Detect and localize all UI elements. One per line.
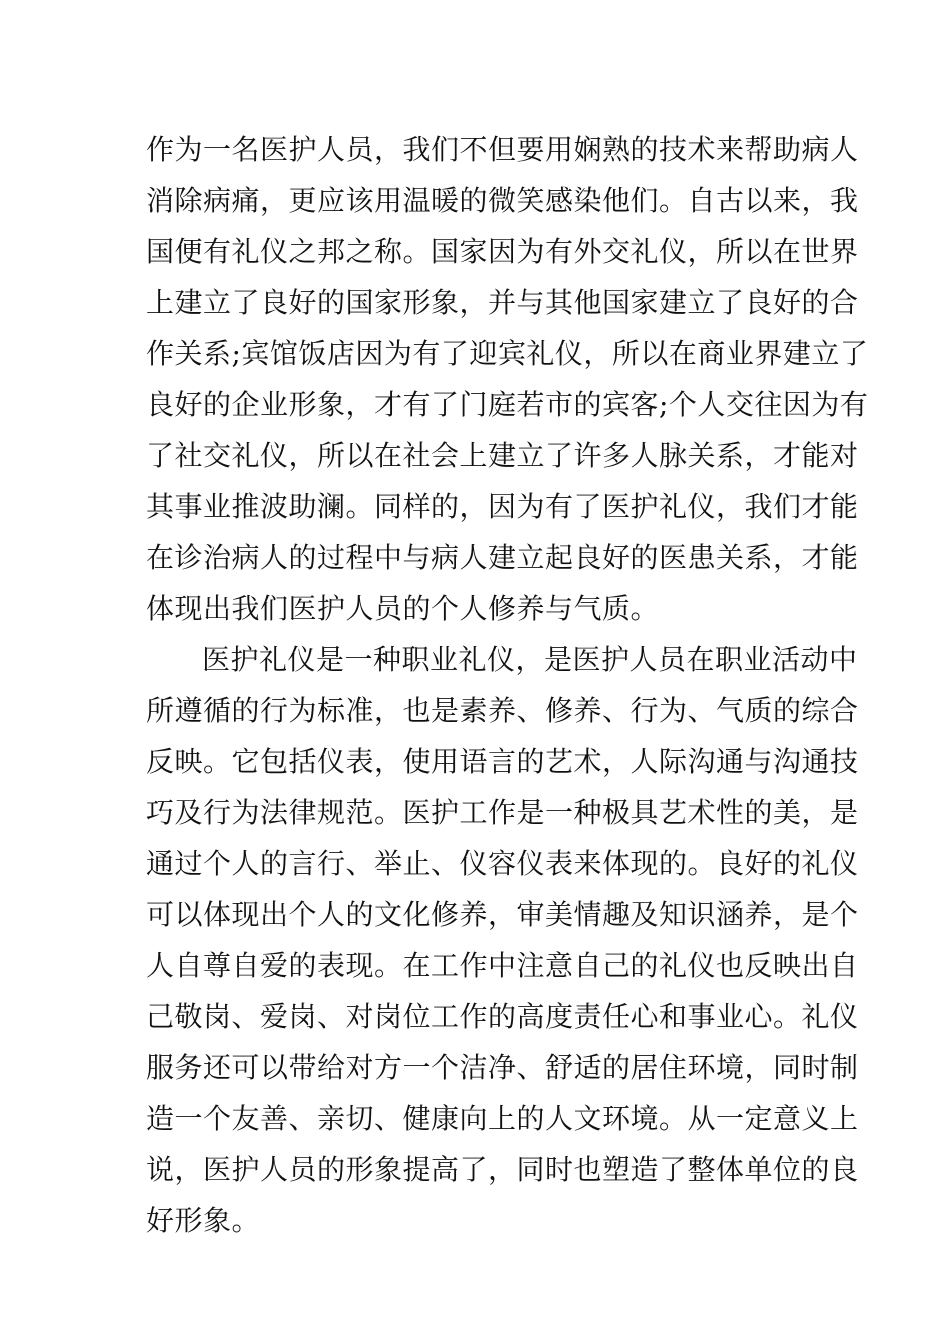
document-body <box>146 124 869 1246</box>
text-line: 所遵循的行为标准，也是素养、修养、行为、气质的综合 <box>146 694 859 727</box>
text-line: 服务还可以带给对方一个洁净、舒适的居住环境，同时制 <box>146 1051 859 1084</box>
text-line: 作为一名医护人员，我们不但要用娴熟的技术来帮助病人 <box>146 133 859 166</box>
text-line: 通过个人的言行、举止、仪容仪表来体现的。良好的礼仪 <box>146 847 859 880</box>
text-line: 体现出我们医护人员的个人修养与气质。 <box>146 592 660 625</box>
text-line: 好形象。 <box>146 1204 261 1237</box>
text-line: 可以体现出个人的文化修养，审美情趣及知识涵养，是个 <box>146 898 859 931</box>
text-line: 反映。它包括仪表，使用语言的艺术，人际沟通与沟通技 <box>146 745 859 778</box>
text-line: 国便有礼仪之邦之称。国家因为有外交礼仪，所以在世界 <box>146 235 859 268</box>
text-line: 了社交礼仪，所以在社会上建立了许多人脉关系，才能对 <box>146 439 859 472</box>
text-line: 上建立了良好的国家形象，并与其他国家建立了良好的合 <box>146 286 859 319</box>
text-line: 造一个友善、亲切、健康向上的人文环境。从一定意义上 <box>146 1102 859 1135</box>
text-line: 巧及行为法律规范。医护工作是一种极具艺术性的美，是 <box>146 796 859 829</box>
text-line: 在诊治病人的过程中与病人建立起良好的医患关系，才能 <box>146 541 859 574</box>
paragraph-1 <box>146 124 869 634</box>
paragraph-2 <box>146 634 859 1246</box>
text-line: 说，医护人员的形象提高了，同时也塑造了整体单位的良 <box>146 1153 859 1186</box>
text-line: 良好的企业形象，才有了门庭若市的宾客;个人交往因为有 <box>146 388 869 421</box>
text-line: 消除病痛，更应该用温暖的微笑感染他们。自古以来，我 <box>146 184 859 217</box>
text-line: 医护礼仪是一种职业礼仪，是医护人员在职业活动中 <box>202 643 858 676</box>
text-line: 作关系;宾馆饭店因为有了迎宾礼仪，所以在商业界建立了 <box>146 337 869 370</box>
text-line: 己敬岗、爱岗、对岗位工作的高度责任心和事业心。礼仪 <box>146 1000 859 1033</box>
text-line: 人自尊自爱的表现。在工作中注意自己的礼仪也反映出自 <box>146 949 859 982</box>
text-line: 其事业推波助澜。同样的，因为有了医护礼仪，我们才能 <box>146 490 859 523</box>
